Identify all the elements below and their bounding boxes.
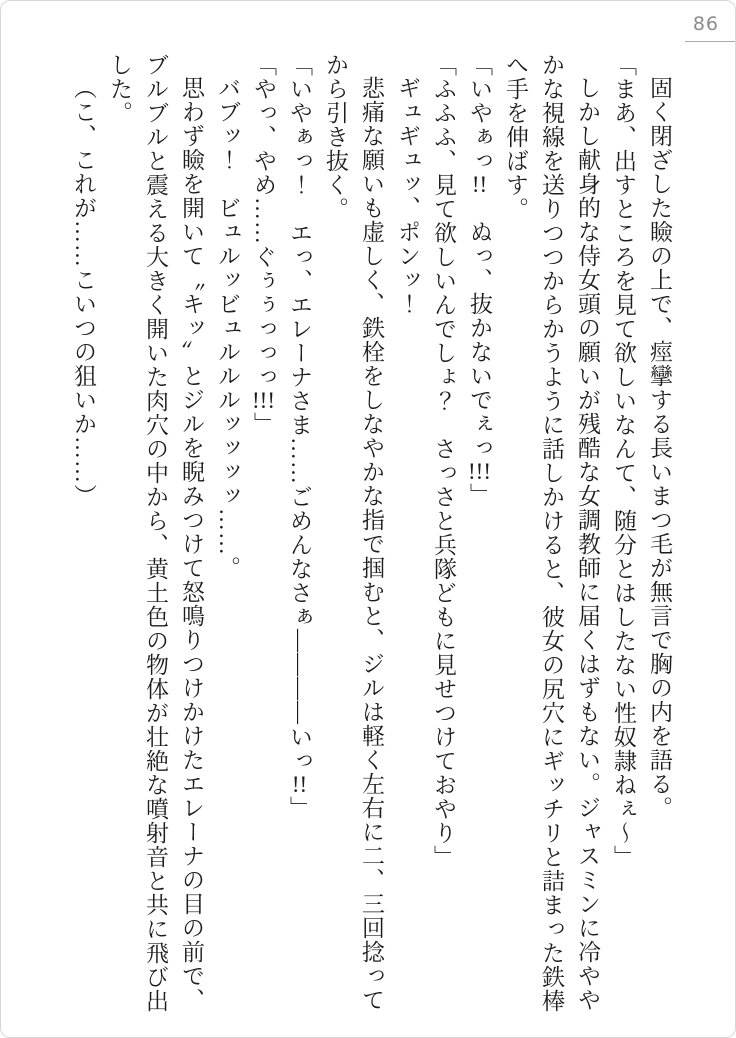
text-line: した。 [107,53,132,125]
text-line: ブルブルと震える大きく開いた肉穴の中から、黄土色の物体が壮絶な噴射音と共に飛び出 [143,53,168,1013]
text-line: 悲痛な願いも虚しく、鉄栓をしなやかな指で掴むと、ジルは軽く左右に二、三回捻って [359,76,384,1012]
exclamation-cluster: !!! [468,460,491,483]
text-line: ギュギュッ、ポンッ！ [395,76,420,316]
text-line: 「いやぁっ！ エっ、エレーナさま……ごめんなさぁ――――いっ!!」 [287,53,312,820]
exclamation-cluster: !!! [252,389,275,412]
text-line: かな視線を送りつつからかうように話しかけると、彼女の尻穴にギッチリと詰まった鉄棒 [539,53,564,1013]
page-number-rule [685,41,735,42]
text-line: （こ、これが……こいつの狙いか……） [71,76,96,508]
text-line: バブッ！ ビュルッビュルルルッッッッ……。 [215,76,240,580]
text-line: 固く閉ざした瞼の上で、痙攣する長いまつ毛が無言で胸の内を語る。 [647,76,672,820]
text-line: 「いやぁっ!! ぬっ、抜かないでぇっ!!!」 [467,53,492,507]
text-body [65,53,677,1021]
text-line: から引き抜く。 [323,53,348,221]
exclamation-cluster: !! [291,773,308,796]
text-line: へ手を伸ばす。 [503,53,528,221]
text-line: 「ふふふ、見て欲しいんでしょ？ さっさと兵隊どもに見せつけておやり」 [431,53,456,869]
text-line: 「やっ、やめ……ぐぅぅっっっ!!!」 [251,53,276,436]
exclamation-cluster: !! [471,173,488,196]
text-line: 「まあ、出すところを見て欲しいなんて、随分とはしたない性奴隷ねぇ〜」 [611,53,636,869]
text-line: しかし献身的な侍女頭の願いが残酷な女調教師に届くはずもない。ジャスミンに冷やや [575,76,600,1012]
text-line: 思わず瞼を開いて〝キッ〟とジルを睨みつけて怒鳴りつけかけたエレーナの目の前で、 [179,76,204,1012]
page-number: 86 [692,13,719,35]
